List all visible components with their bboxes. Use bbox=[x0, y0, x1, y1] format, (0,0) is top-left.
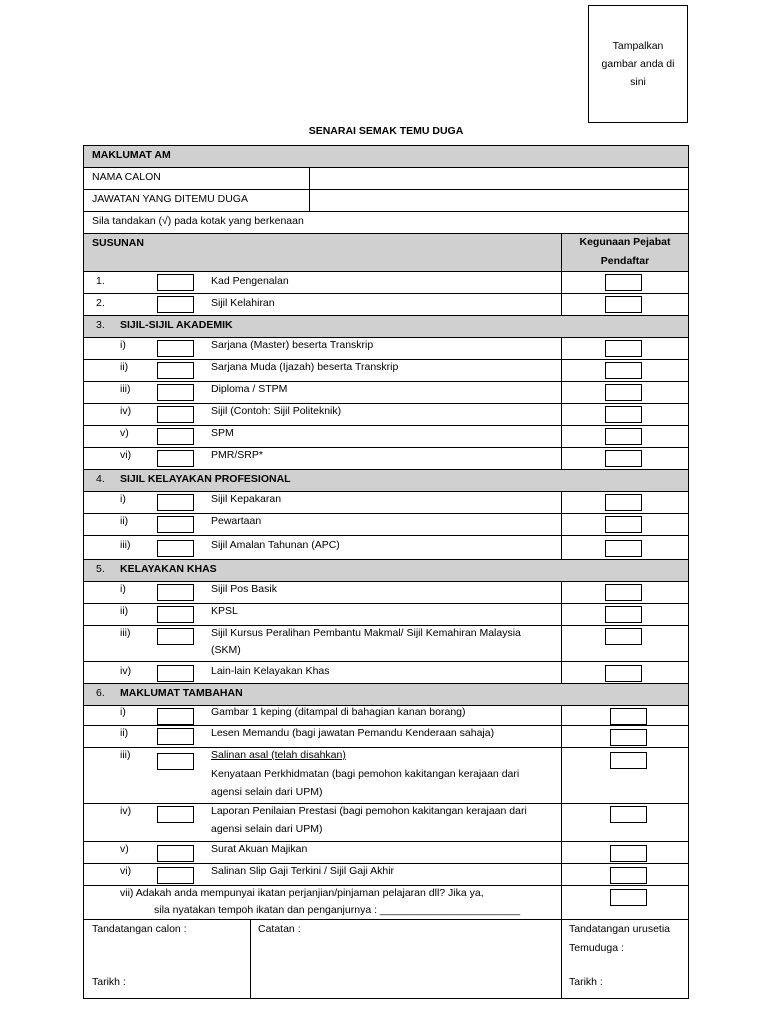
item-number: i) bbox=[120, 706, 126, 718]
arrangement-header bbox=[84, 234, 688, 272]
candidate-name-field[interactable] bbox=[310, 168, 688, 189]
checklist-item-diploma bbox=[84, 382, 688, 404]
checklist-item-photo bbox=[84, 706, 688, 726]
section-heading: KELAYAKAN KHAS bbox=[120, 563, 217, 575]
office-checkbox[interactable] bbox=[605, 428, 642, 445]
checklist-item-pmr bbox=[84, 448, 688, 470]
office-checkbox[interactable] bbox=[610, 889, 647, 906]
candidate-checkbox[interactable] bbox=[157, 728, 194, 745]
office-checkbox[interactable] bbox=[605, 606, 642, 623]
item-label-continued: (SKM) bbox=[211, 644, 241, 656]
checklist-item-skm bbox=[84, 626, 688, 662]
notes-label: Catatan : bbox=[258, 923, 301, 935]
item-label: Surat Akuan Majikan bbox=[211, 843, 308, 855]
item-number: iv) bbox=[120, 805, 132, 817]
candidate-checkbox[interactable] bbox=[157, 384, 194, 401]
candidate-checkbox[interactable] bbox=[157, 516, 194, 533]
item-number: ii) bbox=[120, 361, 129, 373]
candidate-checkbox[interactable] bbox=[157, 753, 194, 770]
candidate-checkbox[interactable] bbox=[157, 340, 194, 357]
candidate-checkbox[interactable] bbox=[157, 296, 194, 313]
item-label: Lain-lain Kelayakan Khas bbox=[211, 665, 330, 677]
item-number: ii) bbox=[120, 515, 129, 527]
item-number: i) bbox=[120, 493, 126, 505]
section-additional bbox=[84, 684, 688, 706]
office-checkbox[interactable] bbox=[605, 628, 642, 645]
checklist-item-apc bbox=[84, 536, 688, 560]
checklist-item-appraisal bbox=[84, 804, 688, 842]
position-label: JAWATAN YANG DITEMU DUGA bbox=[92, 193, 248, 205]
section-special bbox=[84, 560, 688, 582]
candidate-checkbox[interactable] bbox=[157, 450, 194, 467]
item-number: v) bbox=[120, 427, 129, 439]
item-number: ii) bbox=[120, 605, 129, 617]
candidate-date-label: Tarikh : bbox=[92, 976, 126, 988]
section-academic bbox=[84, 316, 688, 338]
section-number: 4. bbox=[96, 473, 105, 485]
candidate-checkbox[interactable] bbox=[157, 584, 194, 601]
candidate-checkbox[interactable] bbox=[157, 708, 194, 725]
item-label: Kad Pengenalan bbox=[211, 275, 289, 287]
item-label: Sijil (Contoh: Sijil Politeknik) bbox=[211, 405, 342, 417]
candidate-checkbox[interactable] bbox=[157, 494, 194, 511]
item-label: Sijil Pos Basik bbox=[211, 583, 277, 595]
item-label: Lesen Memandu (bagi jawatan Pemandu Kenderaan sahaja) bbox=[211, 727, 495, 739]
item-number: iii) bbox=[120, 539, 131, 551]
office-checkbox[interactable] bbox=[605, 296, 642, 313]
checklist-item-ic bbox=[84, 272, 688, 294]
candidate-checkbox[interactable] bbox=[157, 867, 194, 884]
checklist-item-master bbox=[84, 338, 688, 360]
checklist-item-other-special bbox=[84, 662, 688, 684]
office-use-heading-2: Pendaftar bbox=[600, 255, 650, 267]
photo-placeholder bbox=[588, 5, 688, 123]
candidate-checkbox[interactable] bbox=[157, 428, 194, 445]
item-label: KPSL bbox=[211, 605, 238, 617]
office-checkbox[interactable] bbox=[605, 516, 642, 533]
checklist-item-degree bbox=[84, 360, 688, 382]
candidate-checkbox[interactable] bbox=[157, 362, 194, 379]
office-checkbox[interactable] bbox=[605, 540, 642, 557]
item-label-continued: agensi selain dari UPM) bbox=[211, 786, 323, 798]
checklist-item-spm bbox=[84, 426, 688, 448]
item-number: iii) bbox=[120, 383, 131, 395]
item-label: SPM bbox=[211, 427, 234, 439]
item-number: iii) bbox=[120, 749, 131, 761]
item-label: Sarjana (Master) beserta Transkrip bbox=[211, 339, 374, 351]
item-number: 1. bbox=[96, 275, 105, 287]
section-number: 5. bbox=[96, 563, 105, 575]
item-number: ii) bbox=[120, 727, 129, 739]
checklist-item-gazette bbox=[84, 514, 688, 536]
item-label-continued: agensi selain dari UPM) bbox=[211, 823, 323, 835]
checklist-item-kpsl bbox=[84, 604, 688, 626]
candidate-name-row bbox=[84, 168, 688, 190]
candidate-checkbox[interactable] bbox=[157, 806, 194, 823]
office-checkbox[interactable] bbox=[605, 406, 642, 423]
item-label-continued: Kenyataan Perkhidmatan (bagi pemohon kakitangan kerajaan dari bbox=[211, 768, 520, 780]
candidate-signature-label: Tandatangan calon : bbox=[92, 923, 187, 935]
checklist-item-payslip bbox=[84, 864, 688, 886]
section-number: 6. bbox=[96, 687, 105, 699]
secretariat-signature-label: Tandatangan urusetia bbox=[569, 923, 670, 935]
office-checkbox[interactable] bbox=[605, 340, 642, 357]
office-checkbox[interactable] bbox=[605, 494, 642, 511]
instruction-row bbox=[84, 212, 688, 234]
candidate-checkbox[interactable] bbox=[157, 274, 194, 291]
checklist-item-certificate bbox=[84, 404, 688, 426]
item-label-continued: sila nyatakan tempoh ikatan dan penganjurnya : ________________________ bbox=[154, 904, 521, 916]
section-general-info bbox=[84, 146, 688, 168]
item-number: iii) bbox=[120, 627, 131, 639]
candidate-checkbox[interactable] bbox=[157, 406, 194, 423]
office-checkbox[interactable] bbox=[610, 708, 647, 725]
item-label: Sijil Kelahiran bbox=[211, 297, 275, 309]
secretariat-date-label: Tarikh : bbox=[569, 976, 603, 988]
checklist-item-expertise bbox=[84, 492, 688, 514]
checklist-item-birth-cert bbox=[84, 294, 688, 316]
candidate-checkbox[interactable] bbox=[157, 628, 194, 645]
office-checkbox[interactable] bbox=[605, 274, 642, 291]
section-number: 3. bbox=[96, 319, 105, 331]
office-checkbox[interactable] bbox=[605, 384, 642, 401]
item-label: Gambar 1 keping (ditampal di bahagian kanan borang) bbox=[211, 706, 466, 718]
item-label: Pewartaan bbox=[211, 515, 262, 527]
candidate-checkbox[interactable] bbox=[157, 665, 194, 682]
item-number: 2. bbox=[96, 297, 105, 309]
section-heading: MAKLUMAT TAMBAHAN bbox=[120, 687, 243, 699]
signature-section bbox=[84, 920, 688, 998]
item-number: iv) bbox=[120, 405, 132, 417]
section-heading: MAKLUMAT AM bbox=[92, 149, 171, 161]
office-checkbox[interactable] bbox=[605, 450, 642, 467]
office-checkbox[interactable] bbox=[610, 806, 647, 823]
item-label: Sijil Kursus Peralihan Pembantu Makmal/ Sijil Kemahiran Malaysia bbox=[211, 627, 521, 639]
checklist-form bbox=[83, 145, 689, 999]
arrangement-heading: SUSUNAN bbox=[92, 237, 144, 249]
item-number: vi) bbox=[120, 865, 132, 877]
section-professional bbox=[84, 470, 688, 492]
section-heading: SIJIL-SIJIL AKADEMIK bbox=[120, 319, 233, 331]
candidate-checkbox[interactable] bbox=[157, 845, 194, 862]
position-field[interactable] bbox=[310, 190, 688, 211]
office-checkbox[interactable] bbox=[610, 845, 647, 862]
item-label: Salinan Slip Gaji Terkini / Sijil Gaji Akhir bbox=[211, 865, 395, 877]
secretariat-signature-label-2: Temuduga : bbox=[569, 942, 624, 954]
form-title: SENARAI SEMAK TEMU DUGA bbox=[308, 125, 464, 137]
candidate-name-label: NAMA CALON bbox=[92, 171, 161, 183]
office-use-heading: Kegunaan Pejabat bbox=[579, 236, 671, 248]
item-label: Laporan Penilaian Prestasi (bagi pemohon kakitangan kerajaan dari bbox=[211, 805, 527, 817]
office-checkbox[interactable] bbox=[610, 729, 647, 746]
item-label: Sarjana Muda (Ijazah) beserta Transkrip bbox=[211, 361, 399, 373]
checklist-item-basic-post bbox=[84, 582, 688, 604]
position-row bbox=[84, 190, 688, 212]
section-heading: SIJIL KELAYAKAN PROFESIONAL bbox=[120, 473, 291, 485]
photo-placeholder-text: Tampalkan gambar anda di sini bbox=[601, 40, 675, 88]
item-label: Sijil Kepakaran bbox=[211, 493, 282, 505]
item-label: vii) Adakah anda mempunyai ikatan perjanjian/pinjaman pelajaran dll? Jika ya, bbox=[120, 887, 484, 899]
item-number: i) bbox=[120, 339, 126, 351]
item-label: Diploma / STPM bbox=[211, 383, 288, 395]
checklist-item-employer-letter bbox=[84, 842, 688, 864]
item-number: iv) bbox=[120, 665, 132, 677]
office-checkbox[interactable] bbox=[610, 867, 647, 884]
checklist-item-license bbox=[84, 726, 688, 748]
item-label: Salinan asal (telah disahkan) bbox=[211, 749, 346, 761]
office-checkbox[interactable] bbox=[605, 665, 642, 682]
checklist-item-bond bbox=[84, 886, 688, 920]
office-checkbox[interactable] bbox=[610, 752, 647, 769]
office-checkbox[interactable] bbox=[605, 362, 642, 379]
item-number: i) bbox=[120, 583, 126, 595]
office-checkbox[interactable] bbox=[605, 584, 642, 601]
checklist-item-service-statement bbox=[84, 748, 688, 804]
instruction-text: Sila tandakan (√) pada kotak yang berkenaan bbox=[92, 215, 304, 227]
candidate-checkbox[interactable] bbox=[157, 606, 194, 623]
item-number: v) bbox=[120, 843, 129, 855]
item-number: vi) bbox=[120, 449, 132, 461]
item-label: PMR/SRP* bbox=[211, 449, 263, 461]
item-label: Sijil Amalan Tahunan (APC) bbox=[211, 539, 340, 551]
candidate-checkbox[interactable] bbox=[157, 540, 194, 557]
